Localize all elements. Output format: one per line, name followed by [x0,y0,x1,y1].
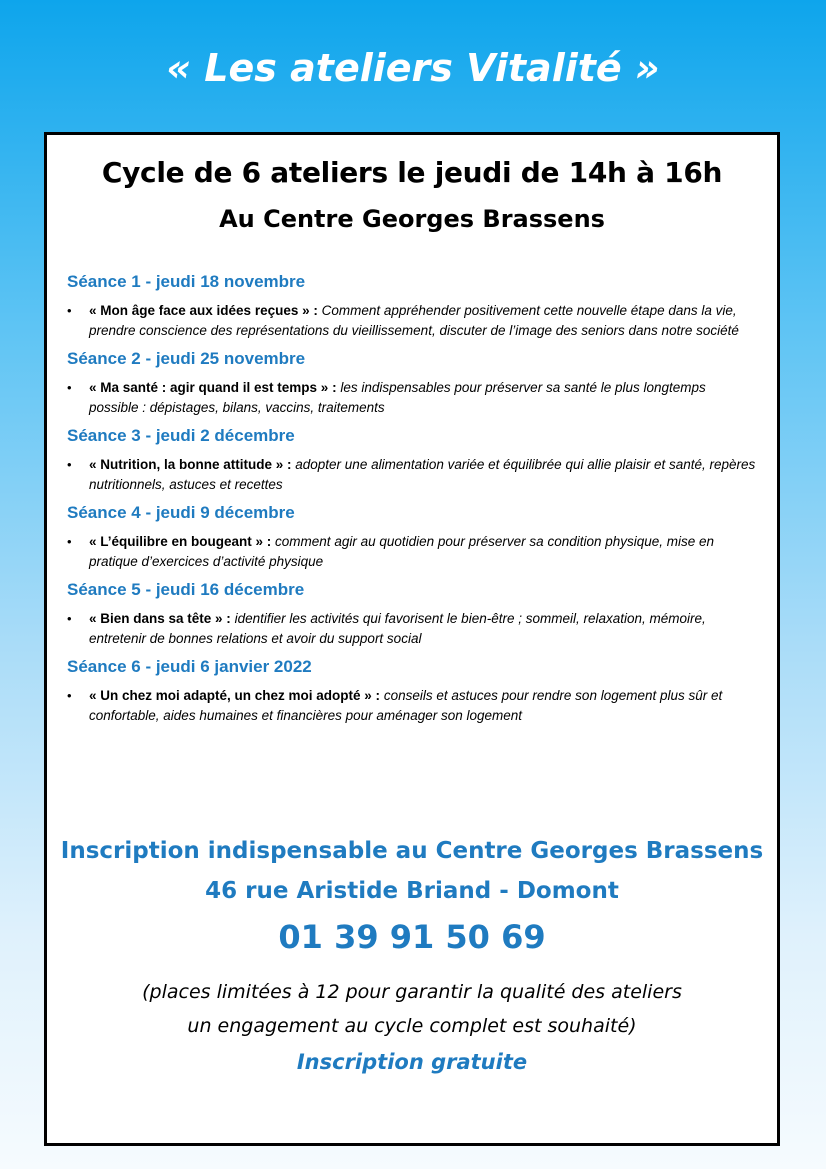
session-title: Séance 6 - jeudi 6 janvier 2022 [67,657,312,676]
session-topic: « Un chez moi adapté, un chez moi adopté » : [89,688,381,703]
banner-title: « Les ateliers Vitalité » [166,46,660,90]
cycle-heading: Cycle de 6 ateliers le jeudi de 14h à 16h [101,156,723,189]
session-item [67,378,757,418]
capacity-note-line2: un engagement au cycle complet est souhaité) [187,1015,637,1037]
registration-line: Inscription indispensable au Centre Georges Brassens [60,838,764,864]
bullet-icon: • [67,303,72,318]
session-title: Séance 3 - jeudi 2 décembre [67,426,295,445]
bullet-icon: • [67,534,72,549]
session-description: conseils et astuces pour rendre son logement plus sûr et confortable, aides humaines et financières pour aménager son logement [89,688,723,723]
session-description: Comment appréhender positivement cette nouvelle étape dans la vie, prendre conscience des représentations du vieillissement, discuter de l’image des seniors dans notre société [89,303,739,338]
session-topic: « Nutrition, la bonne attitude » : [89,457,292,472]
bullet-icon: • [67,688,72,703]
address-line: 46 rue Aristide Briand - Domont [205,878,619,904]
session-item [67,301,757,341]
bullet-icon: • [67,380,72,395]
session-item [67,455,757,495]
session-block [67,271,757,341]
session-list [67,271,757,733]
bullet-icon: • [67,457,72,472]
phone-number: 01 39 91 50 69 [278,918,546,956]
session-title: Séance 1 - jeudi 18 novembre [67,272,306,291]
venue-heading: Au Centre Georges Brassens [219,205,605,233]
session-topic: « Mon âge face aux idées reçues » : [89,303,318,318]
session-block [67,579,757,649]
session-title: Séance 4 - jeudi 9 décembre [67,503,295,522]
free-registration: Inscription gratuite [296,1050,528,1074]
session-block [67,348,757,418]
bullet-icon: • [67,611,72,626]
capacity-note-line1: (places limitées à 12 pour garantir la qualité des ateliers [142,981,682,1003]
session-title: Séance 5 - jeudi 16 décembre [67,580,305,599]
session-block [67,656,757,726]
session-topic: « Ma santé : agir quand il est temps » : [89,380,337,395]
session-title: Séance 2 - jeudi 25 novembre [67,349,306,368]
session-description: les indispensables pour préserver sa santé le plus longtemps possible : dépistages, bilans, vaccins, traitements [89,380,706,415]
session-item [67,532,757,572]
registration-info [47,831,777,1081]
session-topic: « L’équilibre en bougeant » : [89,534,272,549]
session-item [67,686,757,726]
session-block [67,425,757,495]
session-block [67,502,757,572]
session-description: comment agir au quotidien pour préserver sa condition physique, mise en pratique d’exercices d’activité physique [89,534,715,569]
session-description: adopter une alimentation variée et équilibrée qui allie plaisir et santé, repères nutritionnels, astuces et recettes [89,457,756,492]
session-description: identifier les activités qui favorisent le bien-être ; sommeil, relaxation, mémoire, entretenir de bonnes relations et avoir du support social [89,611,706,646]
session-item [67,609,757,649]
flyer-card [44,132,780,1146]
session-topic: « Bien dans sa tête » : [89,611,231,626]
